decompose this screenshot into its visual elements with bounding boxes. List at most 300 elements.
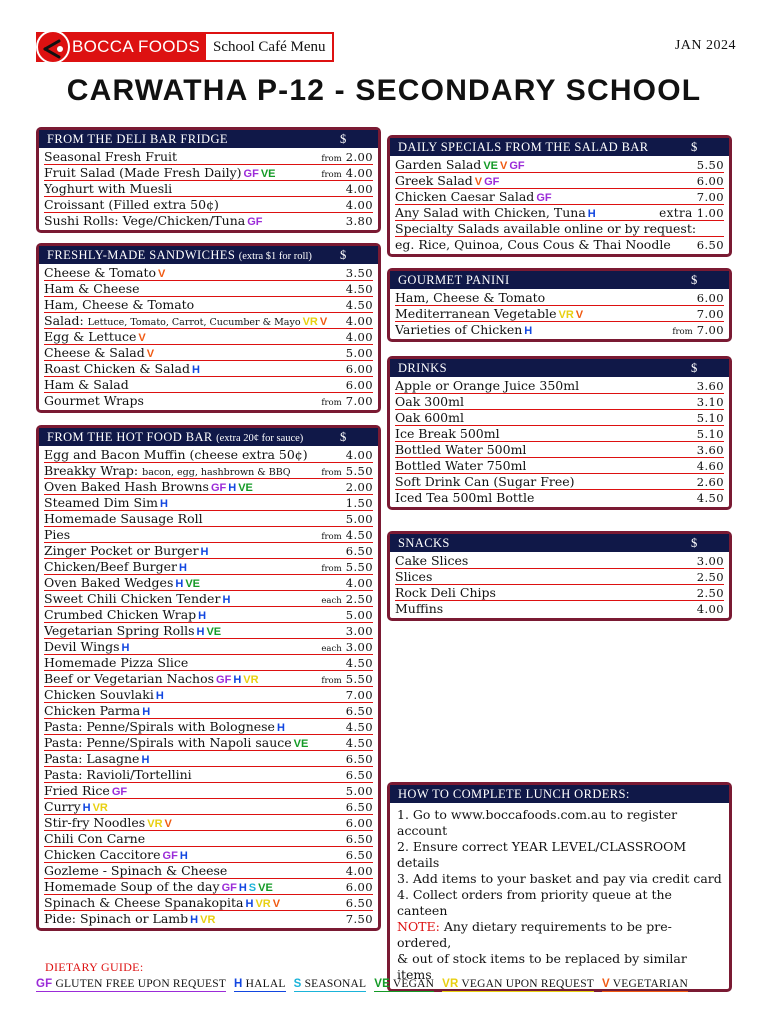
howto-step: 1. Go to www.boccafoods.com.au to register account	[397, 807, 678, 838]
dietary-label: VEGAN UPON REQUEST	[461, 978, 595, 990]
item-label: Ham, Cheese & Tomato	[395, 290, 546, 305]
price-value: 1.00	[696, 206, 724, 220]
price-value: 5.50	[345, 560, 373, 574]
dietary-tag-h: H	[228, 482, 237, 494]
section-drinks	[387, 356, 732, 510]
menu-item-row	[44, 671, 373, 687]
menu-item-name	[44, 623, 342, 638]
item-label: Chicken Souvlaki	[44, 687, 154, 702]
item-price	[693, 395, 724, 409]
item-price	[342, 704, 373, 718]
price-prefix: from	[321, 154, 342, 164]
dietary-legend-item	[374, 978, 434, 992]
item-label: Chicken Caesar Salad	[395, 189, 535, 204]
price-value: 4.00	[345, 314, 373, 328]
menu-item-row	[44, 329, 373, 345]
dietary-tag-h: H	[142, 706, 151, 718]
menu-item-row	[395, 290, 724, 306]
dietary-tag-ve: VE	[185, 578, 200, 590]
item-price	[342, 720, 373, 734]
dietary-tag-ve: VE	[293, 738, 309, 750]
dietary-tag-ve: VE	[238, 482, 253, 494]
currency-label: $	[340, 131, 347, 146]
note-label: NOTE:	[397, 919, 440, 934]
item-price	[342, 864, 373, 878]
dietary-tag-h: H	[179, 562, 187, 574]
item-label: Ham & Cheese	[44, 281, 140, 296]
menu-item-name	[44, 543, 342, 558]
item-label: Varieties of Chicken	[395, 322, 523, 337]
dietary-tag-vr: VR	[243, 674, 259, 686]
item-label: Breakky Wrap:	[44, 463, 139, 478]
menu-item-name	[44, 687, 342, 702]
dietary-tag-gf: GF	[536, 192, 552, 204]
price-value: 2.50	[696, 570, 724, 584]
item-price	[342, 656, 373, 670]
menu-item-row	[44, 197, 373, 213]
note-text: Any dietary requirements to be pre-ordered,	[397, 919, 672, 950]
section-title: DAILY SPECIALS FROM THE SALAD BAR	[398, 139, 649, 154]
price-value: 6.00	[696, 291, 724, 305]
price-value: 6.00	[345, 816, 373, 830]
menu-item-row	[44, 543, 373, 559]
price-value: 3.80	[345, 214, 373, 228]
item-list	[390, 289, 729, 339]
dietary-tag-h: H	[190, 914, 199, 926]
menu-item-row	[44, 313, 373, 329]
price-value: 3.10	[696, 395, 724, 409]
item-label: Fried Rice	[44, 783, 110, 798]
item-price	[317, 166, 373, 180]
howto-step: 3. Add items to your basket and pay via credit card	[397, 871, 722, 886]
menu-item-name	[44, 719, 342, 734]
dietary-tag-vr: VR	[255, 898, 271, 910]
item-price	[342, 282, 373, 296]
menu-item-row	[395, 205, 724, 221]
item-price	[317, 560, 373, 574]
item-label: Cheese & Tomato	[44, 265, 157, 280]
item-price	[317, 528, 373, 542]
currency-label: $	[340, 247, 347, 262]
dietary-code-v: V	[602, 978, 610, 990]
item-price	[342, 214, 373, 228]
item-label: Roast Chicken & Salad	[44, 361, 190, 376]
currency-label: $	[691, 360, 698, 375]
price-value: 4.50	[345, 298, 373, 312]
menu-item-row	[44, 591, 373, 607]
page-title: CARWATHA P-12 - SECONDARY SCHOOL	[66, 74, 702, 107]
menu-item-row	[44, 815, 373, 831]
item-label: Specialty Salads available online or by request:	[395, 221, 697, 236]
item-list	[390, 377, 729, 507]
menu-item-row	[44, 639, 373, 655]
menu-item-name	[44, 297, 342, 312]
menu-item-name	[44, 281, 342, 296]
menu-item-row	[395, 458, 724, 474]
price-value: 6.00	[345, 378, 373, 392]
dietary-tag-vr: VR	[92, 802, 108, 814]
dietary-legend-item	[234, 978, 286, 992]
item-label: Gourmet Wraps	[44, 393, 144, 408]
menu-item-row	[44, 181, 373, 197]
menu-item-row	[44, 447, 373, 463]
item-label: Cake Slices	[395, 553, 469, 568]
price-value: 7.00	[696, 190, 724, 204]
item-label: Croissant (Filled extra 50¢)	[44, 197, 219, 212]
item-price	[342, 848, 373, 862]
menu-item-name	[395, 601, 693, 616]
howto-step: 2. Ensure correct YEAR LEVEL/CLASSROOM details	[397, 839, 687, 870]
price-value: 6.00	[696, 174, 724, 188]
dietary-tag-h: H	[191, 364, 200, 376]
price-value: 4.00	[345, 198, 373, 212]
item-label: Salad:	[44, 313, 84, 328]
dietary-tag-h: H	[159, 498, 168, 510]
item-price	[342, 784, 373, 798]
menu-item-name	[44, 863, 342, 878]
item-label: Pasta: Ravioli/Tortellini	[44, 767, 192, 782]
dietary-tag-v: V	[158, 268, 166, 280]
item-price	[342, 496, 373, 510]
item-label: Sweet Chili Chicken Tender	[44, 591, 221, 606]
item-list	[390, 156, 729, 254]
menu-item-name	[395, 442, 693, 457]
menu-item-row	[44, 847, 373, 863]
item-price	[342, 896, 373, 910]
menu-item-row	[395, 237, 724, 253]
price-value: 4.00	[345, 182, 373, 196]
menu-item-name	[44, 911, 342, 926]
menu-item-row	[395, 601, 724, 617]
item-price	[693, 158, 724, 172]
dietary-label: GLUTEN FREE UPON REQUEST	[55, 978, 227, 990]
howto-note	[397, 919, 722, 951]
item-price	[342, 378, 373, 392]
section-deli	[36, 127, 381, 233]
dietary-tag-h: H	[276, 722, 285, 734]
section-header	[390, 138, 729, 156]
section-title-wrap	[398, 140, 649, 155]
price-value: 2.00	[345, 150, 373, 164]
dietary-tag-h: H	[175, 578, 184, 590]
menu-item-row	[395, 585, 724, 601]
price-value: 3.00	[696, 554, 724, 568]
dietary-code-vr: VR	[442, 978, 459, 990]
price-value: 2.00	[345, 480, 373, 494]
dietary-tag-h: H	[233, 674, 242, 686]
item-description: bacon, egg, hashbrown & BBQ	[142, 467, 291, 478]
item-price	[342, 880, 373, 894]
price-value: 5.00	[345, 608, 373, 622]
howto-header	[390, 785, 729, 803]
menu-item-row	[395, 173, 724, 189]
menu-item-row	[395, 426, 724, 442]
menu-item-name	[44, 377, 342, 392]
price-value: 7.50	[345, 912, 373, 926]
item-label: Homemade Soup of the day	[44, 879, 220, 894]
section-title-wrap	[398, 273, 510, 288]
item-label: Iced Tea 500ml Bottle	[395, 490, 535, 505]
dietary-tag-h: H	[196, 626, 205, 638]
menu-item-name	[44, 329, 342, 344]
price-value: 4.50	[345, 282, 373, 296]
item-list	[39, 264, 378, 410]
item-price	[317, 592, 373, 606]
dietary-tag-h: H	[587, 208, 596, 220]
menu-item-row	[395, 221, 724, 237]
item-label: Homemade Pizza Slice	[44, 655, 189, 670]
price-value: 6.50	[345, 848, 373, 862]
menu-item-name	[44, 783, 342, 798]
dietary-tag-gf: GF	[247, 216, 263, 228]
section-title: FRESHLY-MADE SANDWICHES	[47, 247, 236, 262]
item-label: Chili Con Carne	[44, 831, 146, 846]
price-value: 4.60	[696, 459, 724, 473]
menu-item-name	[395, 585, 693, 600]
item-label: Egg & Lettuce	[44, 329, 137, 344]
menu-item-row	[395, 157, 724, 173]
currency-label: $	[691, 272, 698, 287]
section-header	[390, 271, 729, 289]
menu-item-name	[395, 322, 668, 337]
item-price	[342, 346, 373, 360]
currency-label: $	[691, 535, 698, 550]
price-value: 4.00	[345, 576, 373, 590]
menu-item-name	[44, 181, 342, 196]
dietary-tag-gf: GF	[210, 482, 227, 494]
item-label: Devil Wings	[44, 639, 120, 654]
item-description: Lettuce, Tomato, Carrot, Cucumber & Mayo	[87, 317, 301, 328]
menu-item-row	[44, 895, 373, 911]
item-label: Greek Salad	[395, 173, 473, 188]
menu-item-row	[44, 607, 373, 623]
item-price	[693, 427, 724, 441]
item-label: Homemade Sausage Roll	[44, 511, 203, 526]
item-price	[342, 768, 373, 782]
menu-item-name	[395, 569, 693, 584]
menu-item-row	[44, 527, 373, 543]
dietary-label: VEGAN	[392, 978, 435, 990]
dietary-legend-item	[36, 978, 226, 992]
section-title-wrap	[398, 361, 447, 376]
menu-item-row	[44, 559, 373, 575]
menu-item-name	[44, 671, 317, 686]
brand-name: BOCCA FOODS	[72, 37, 200, 56]
section-header	[39, 246, 378, 264]
item-label: Pasta: Penne/Spirals with Napoli sauce	[44, 735, 292, 750]
price-value: 5.00	[345, 512, 373, 526]
price-value: 6.50	[345, 896, 373, 910]
menu-item-row	[44, 149, 373, 165]
dietary-tag-h: H	[121, 642, 130, 654]
brand-logo	[36, 32, 334, 62]
price-value: 6.50	[345, 544, 373, 558]
item-price	[342, 362, 373, 376]
price-value: 7.00	[696, 323, 724, 337]
item-label: Ham & Salad	[44, 377, 129, 392]
price-value: 6.50	[345, 832, 373, 846]
item-label: Ham, Cheese & Tomato	[44, 297, 195, 312]
menu-item-name	[395, 378, 693, 393]
item-label: Rock Deli Chips	[395, 585, 496, 600]
price-value: 5.10	[696, 411, 724, 425]
item-price	[317, 464, 373, 478]
dietary-tag-v: V	[474, 176, 483, 188]
menu-item-row	[44, 393, 373, 409]
item-label: Soft Drink Can (Sugar Free)	[395, 474, 575, 489]
dietary-tag-gf: GF	[484, 176, 500, 188]
item-price	[317, 150, 373, 164]
dietary-tag-gf: GF	[221, 882, 237, 894]
brand-logo-icon	[36, 30, 70, 64]
item-price	[342, 544, 373, 558]
menu-item-row	[395, 490, 724, 506]
menu-item-name	[395, 205, 655, 220]
item-label: Zinger Pocket or Burger	[44, 543, 199, 558]
item-price	[342, 512, 373, 526]
item-label: Oak 300ml	[395, 394, 464, 409]
item-price	[317, 640, 373, 654]
price-prefix: each	[321, 596, 342, 606]
price-prefix: from	[321, 564, 342, 574]
item-price	[693, 238, 724, 252]
menu-item-name	[44, 895, 342, 910]
price-value: 7.00	[345, 688, 373, 702]
menu-item-name	[44, 879, 342, 894]
item-price	[317, 394, 373, 408]
dietary-legend-item	[442, 978, 594, 992]
dietary-label: VEGETARIAN	[612, 978, 688, 990]
item-label: Cheese & Salad	[44, 345, 145, 360]
section-title: SNACKS	[398, 535, 450, 550]
price-prefix: from	[321, 170, 342, 180]
item-label: Curry	[44, 799, 81, 814]
menu-item-name	[44, 463, 317, 478]
dietary-guide-title: DIETARY GUIDE:	[45, 960, 144, 974]
section-sandwiches	[36, 243, 381, 413]
menu-item-name	[44, 495, 342, 510]
section-title-wrap	[398, 536, 450, 551]
item-price	[693, 554, 724, 568]
dietary-tag-v: V	[272, 898, 281, 910]
price-value: 7.00	[696, 307, 724, 321]
menu-item-row	[44, 799, 373, 815]
menu-item-row	[395, 553, 724, 569]
price-prefix: from	[672, 327, 693, 337]
item-price	[693, 602, 724, 616]
section-header	[39, 428, 378, 446]
dietary-tag-h: H	[222, 594, 231, 606]
menu-item-name	[395, 490, 693, 505]
price-value: 5.50	[345, 464, 373, 478]
menu-item-name	[44, 447, 342, 462]
menu-item-row	[44, 719, 373, 735]
price-value: 2.50	[696, 586, 724, 600]
dietary-tag-ve: VE	[206, 626, 222, 638]
item-price	[342, 266, 373, 280]
menu-item-row	[395, 442, 724, 458]
item-price	[342, 480, 373, 494]
header	[36, 32, 736, 62]
item-label: Bottled Water 750ml	[395, 458, 527, 473]
menu-item-row	[395, 306, 724, 322]
price-value: 4.50	[345, 656, 373, 670]
menu-date: JAN 2024	[674, 38, 736, 53]
item-label: Pide: Spinach or Lamb	[44, 911, 189, 926]
item-label: Steamed Dim Sim	[44, 495, 158, 510]
price-value: 4.50	[345, 720, 373, 734]
dietary-tag-v: V	[164, 818, 172, 830]
dietary-tag-vr: VR	[200, 914, 216, 926]
menu-item-row	[44, 687, 373, 703]
item-label: Pasta: Lasagne	[44, 751, 140, 766]
item-price	[693, 459, 724, 473]
item-label: Garden Salad	[395, 157, 482, 172]
item-price	[342, 448, 373, 462]
item-label: Oven Baked Hash Browns	[44, 479, 209, 494]
menu-item-row	[44, 575, 373, 591]
item-list	[390, 552, 729, 618]
dietary-tag-h: H	[82, 802, 91, 814]
item-label: Stir-fry Noodles	[44, 815, 146, 830]
menu-item-row	[44, 863, 373, 879]
price-value: 6.00	[345, 880, 373, 894]
menu-item-row	[44, 703, 373, 719]
menu-item-row	[44, 345, 373, 361]
item-label: Sushi Rolls: Vege/Chicken/Tuna	[44, 213, 246, 228]
currency-label: $	[691, 139, 698, 154]
menu-item-row	[44, 495, 373, 511]
dietary-tag-s: S	[248, 882, 257, 894]
item-label: Oven Baked Wedges	[44, 575, 174, 590]
menu-item-name	[44, 799, 342, 814]
item-label: Chicken Caccitore	[44, 847, 161, 862]
menu-item-row	[44, 735, 373, 751]
dietary-tag-v: V	[138, 332, 146, 344]
menu-item-name	[44, 213, 342, 228]
menu-item-name	[44, 559, 317, 574]
price-prefix: from	[321, 532, 342, 542]
section-title: DRINKS	[398, 360, 447, 375]
dietary-tag-gf: GF	[216, 674, 232, 686]
item-list	[39, 148, 378, 230]
item-price	[342, 912, 373, 926]
dietary-code-h: H	[234, 978, 243, 990]
menu-item-row	[395, 322, 724, 338]
item-price	[342, 182, 373, 196]
section-title-wrap	[47, 430, 303, 445]
menu-item-row	[44, 377, 373, 393]
item-price	[693, 475, 724, 489]
item-price	[693, 307, 724, 321]
price-value: 2.60	[696, 475, 724, 489]
howto-note-cont: & out of stock items to be replaced by similar items	[397, 951, 687, 982]
menu-item-name	[44, 639, 317, 654]
howto-title: HOW TO COMPLETE LUNCH ORDERS:	[398, 786, 630, 801]
item-price	[342, 688, 373, 702]
price-prefix: from	[321, 468, 342, 478]
item-label: Pasta: Penne/Spirals with Bolognese	[44, 719, 275, 734]
price-value: 7.00	[345, 394, 373, 408]
menu-item-row	[44, 281, 373, 297]
dietary-tag-ve: VE	[258, 882, 273, 894]
menu-item-row	[395, 474, 724, 490]
menu-item-name	[44, 345, 342, 360]
dietary-label: SEASONAL	[304, 978, 367, 990]
item-price	[693, 174, 724, 188]
item-label: Fruit Salad (Made Fresh Daily)	[44, 165, 242, 180]
dietary-tag-h: H	[238, 882, 247, 894]
